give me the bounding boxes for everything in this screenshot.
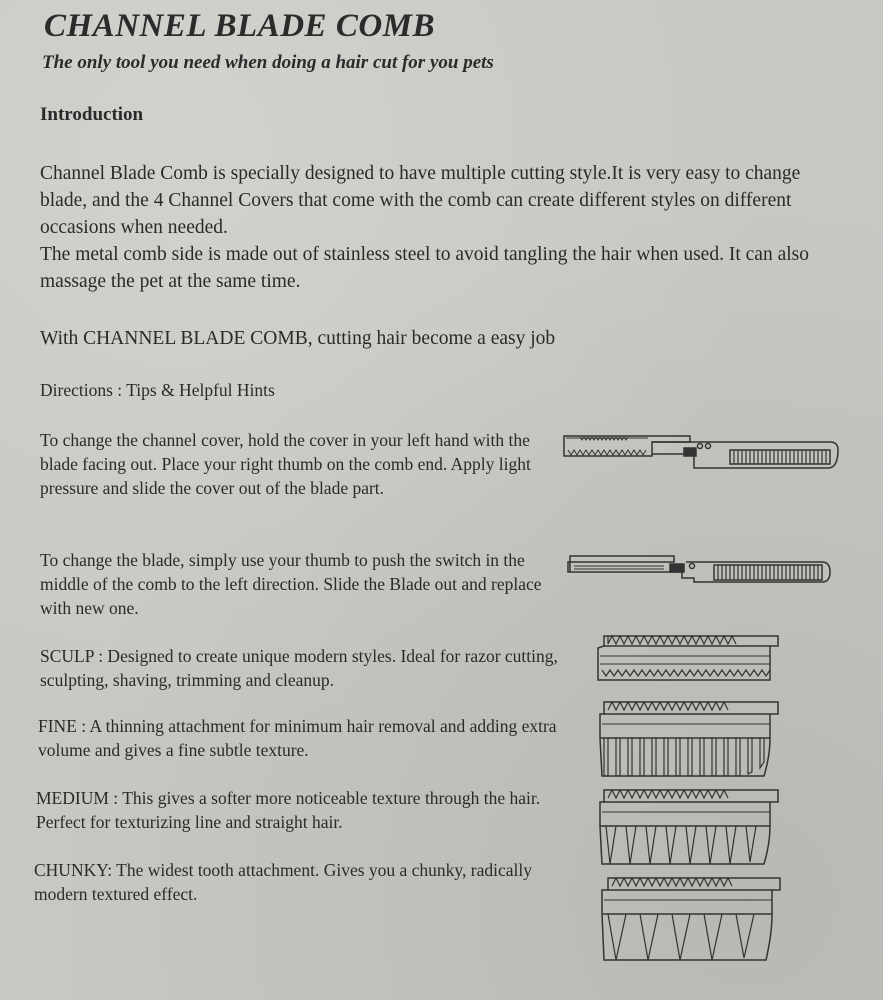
sculp-description: SCULP : Designed to create unique modern styles. Ideal for razor cutting, sculpting, shaving, trimming and cleanup. (40, 646, 558, 690)
chunky-description: CHUNKY: The widest tooth attachment. Gives you a chunky, radically modern textured effect. (34, 860, 533, 904)
comb-blade-switch-illustration (564, 548, 834, 588)
slogan-text: With CHANNEL BLADE COMB, cutting hair become a easy job (40, 328, 556, 349)
introduction-heading: Introduction (40, 104, 144, 125)
directions-heading: Directions : Tips & Helpful Hints (40, 380, 275, 400)
page-title: CHANNEL BLADE COMB (44, 8, 436, 44)
introduction-paragraph-1: Channel Blade Comb is specially designed to have multiple cutting style.It is very easy to change blade, and the 4 Channel Covers that come with the comb can create different styles on different occasions when needed. (40, 163, 801, 238)
fine-description: FINE : A thinning attachment for minimum hair removal and adding extra volume and gives a fine subtle texture. (38, 716, 557, 760)
introduction-paragraph-2: The metal comb side is made out of stainless steel to avoid tangling the hair when used. It can also massage the pet at the same time. (40, 244, 809, 292)
fine-cover-illustration (594, 696, 784, 782)
medium-description: MEDIUM : This gives a softer more noticeable texture through the hair. Perfect for texturizing line and straight hair. (36, 788, 541, 832)
change-blade-instruction: To change the blade, simply use your thumb to push the switch in the middle of the comb to the left direction. Slide the Blade out and replace with new one. (40, 550, 542, 618)
page-subtitle: The only tool you need when doing a hair cut for you pets (42, 52, 494, 73)
medium-cover-illustration (594, 786, 784, 868)
introduction-body (40, 160, 830, 295)
change-cover-instruction: To change the channel cover, hold the cover in your left hand with the blade facing out. Place your right thumb on the comb end. Apply light pressure and slide the cover out of the blade part. (40, 430, 531, 498)
sculp-cover-illustration (594, 630, 784, 686)
comb-with-cover-illustration (560, 430, 842, 474)
chunky-cover-illustration (598, 874, 786, 964)
